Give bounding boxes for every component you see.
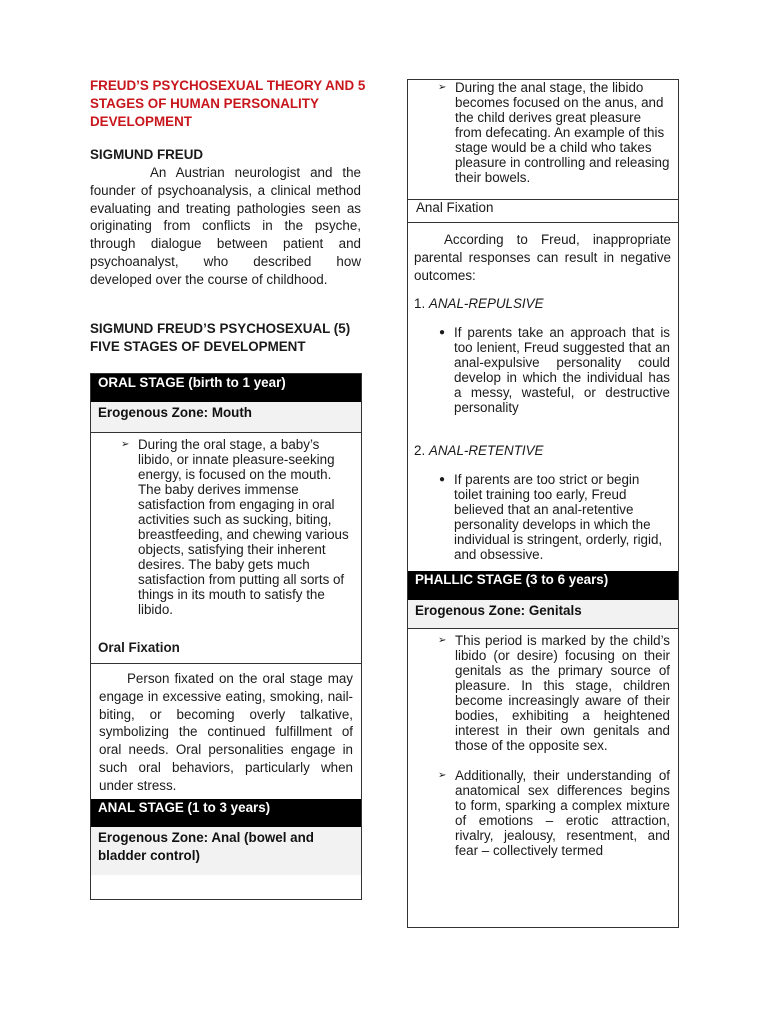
arrow-bullet-icon: ➢	[438, 82, 447, 93]
anal-retentive-text: If parents are too strict or begin toilet training too early, Freud believed that an anal-retentive personality develops in which the individual is stringent, orderly, rigid, and obsessive.	[454, 472, 663, 563]
anal-fixation-text: According to Freud, inappropriate parental responses can result in negative outcomes:	[414, 232, 671, 283]
anal-repulsive-heading	[408, 284, 678, 311]
phallic-bullet-text-2: Additionally, their understanding of anatomical sex differences begins to form, sparking a complex mixture of emotions – erotic attraction, rivalry, jealousy, resentment, and fear – collectively termed	[455, 768, 670, 859]
anal-stage-bar: ANAL STAGE (1 to 3 years)	[91, 799, 361, 827]
anal-repulsive-label: ANAL-REPULSIVE	[428, 296, 544, 312]
phallic-bullet-cell	[408, 629, 678, 858]
author-heading: SIGMUND FREUD	[90, 147, 204, 162]
item-number: 1.	[414, 296, 426, 312]
oral-fixation-title: Oral Fixation	[98, 640, 180, 655]
phallic-stage-bar: PHALLIC STAGE (3 to 6 years)	[408, 571, 678, 600]
list-item	[438, 80, 670, 185]
oral-fixation-text: Person fixated on the oral stage may engage in excessive eating, smoking, nail-biting, or becoming overly talkative, symbolizing the continued fulfillment of oral needs. Oral personalities engage in such oral behaviors, particularly when under stress.	[99, 671, 353, 793]
anal-zone-row: Erogenous Zone: Anal (bowel and bladder control)	[91, 827, 361, 875]
list-item	[438, 633, 670, 753]
anal-retentive-label: ANAL-RETENTIVE	[428, 443, 544, 459]
oral-bullet-text: During the oral stage, a baby’s libido, or innate pleasure-seeking energy, is focused on the mouth. The baby derives immense satisfaction from engaging in oral activities such as sucking, biting, breastfeeding, and chewing various objects, satisfying their inherent desires. The baby gets much satisfaction from putting all sorts of things in its mouth to satisfy the libido.	[138, 437, 349, 617]
list-item	[121, 437, 351, 617]
stages-heading: SIGMUND FREUD’S PSYCHOSEXUAL (5) FIVE STAGES OF DEVELOPMENT	[90, 321, 351, 354]
intro-paragraph: An Austrian neurologist and the founder of psychoanalysis, a clinical method evaluating and treating pathologies seen as originating from conflicts in the psyche, through dialogue between patient and psychoanalyst, who described how developed over the course of childhood.	[90, 165, 361, 287]
document-title: FREUD’S PSYCHOSEXUAL THEORY AND 5 STAGES OF HUMAN PERSONALITY DEVELOPMENT	[90, 78, 366, 129]
arrow-bullet-icon: ➢	[438, 770, 447, 782]
oral-zone-row: Erogenous Zone: Mouth	[91, 402, 361, 432]
list-item	[438, 768, 670, 858]
bullet-dot-icon: ●	[438, 327, 446, 339]
oral-bullet-cell	[91, 433, 361, 655]
anal-phallic-table	[407, 79, 679, 928]
anal-repulsive-text: If parents take an approach that is too lenient, Freud suggested that an anal-expulsive personality could develop in which the individual has a messy, wasteful, or destructive personality	[454, 325, 670, 416]
list-item	[408, 458, 678, 562]
phallic-bullet-text-1: This period is marked by the child’s libido (or desire) focusing on their genitals as the primary source of pleasure. In this stage, children become increasingly aware of their bodies, exhibiting a heightened interest in their own genitals and those of the opposite sex.	[455, 633, 670, 754]
oral-anal-table	[90, 373, 362, 900]
list-item	[408, 311, 678, 415]
anal-bullet-cell	[408, 80, 678, 185]
item-number: 2.	[414, 443, 426, 459]
anal-bullet-text: During the anal stage, the libido becomes focused on the anus, and the child derives great pleasure from defecating. An example of this stage would be a child who takes pleasure in controlling and releasing their bowels.	[455, 80, 670, 185]
bullet-dot-icon: ●	[438, 474, 446, 486]
anal-fixation-title: Anal Fixation	[416, 200, 494, 215]
arrow-bullet-icon: ➢	[438, 635, 447, 647]
oral-stage-bar: ORAL STAGE (birth to 1 year)	[91, 374, 361, 402]
phallic-zone-row: Erogenous Zone: Genitals	[408, 600, 678, 628]
arrow-bullet-icon: ➢	[121, 439, 130, 450]
anal-retentive-heading	[408, 415, 678, 458]
